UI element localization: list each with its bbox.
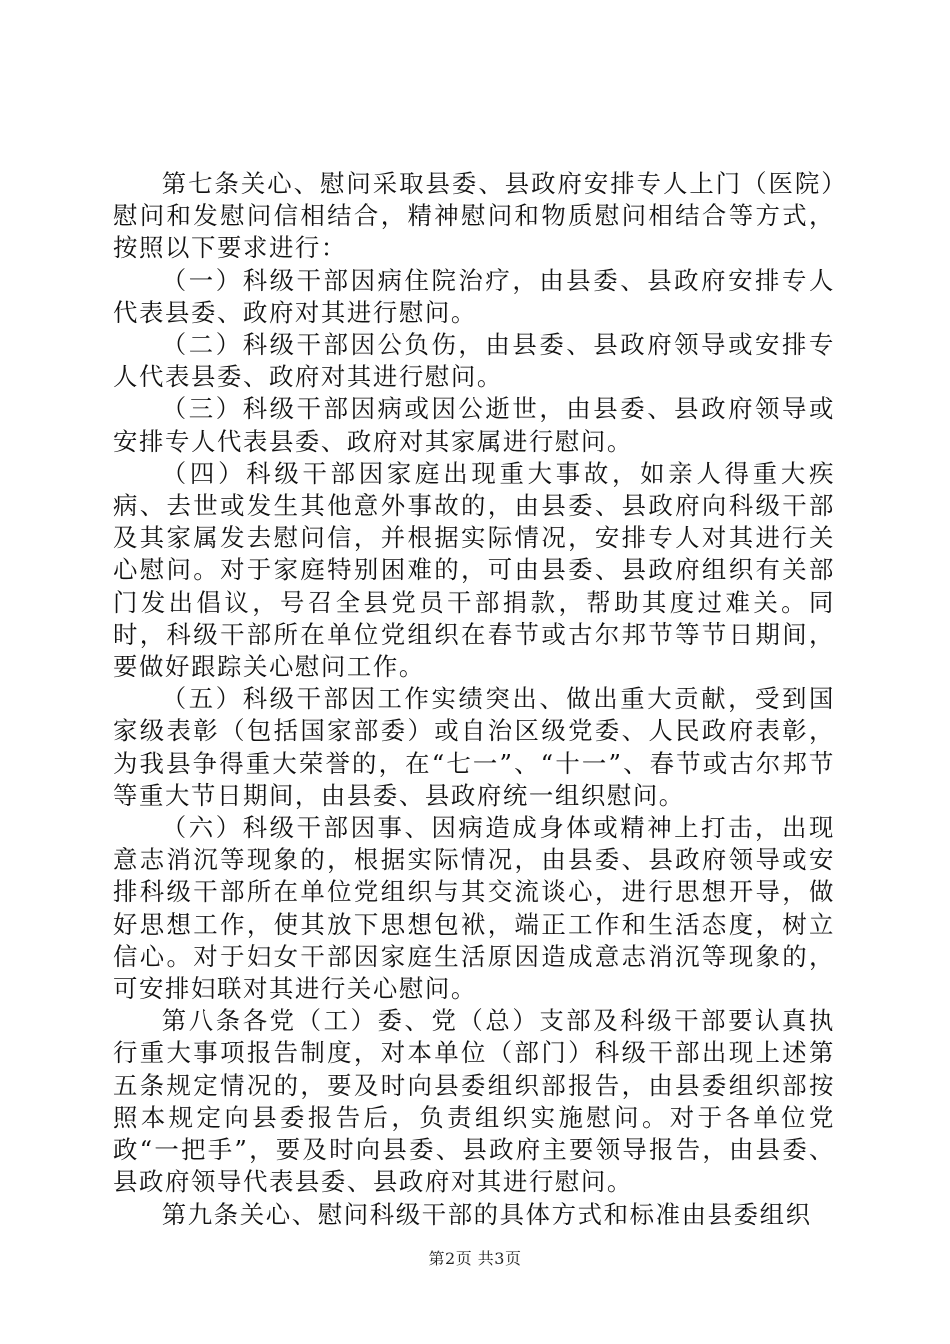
paragraph-article-8: 第八条各党（工）委、党（总）支部及科级干部要认真执行重大事项报告制度，对本单位（部门）科级干部出现上述第五条规定情况的，要及时向县委组织部报告，由县委组织部按照本规定向县委报告后，负责组织实施慰问。对于各单位党政“一把手”，要及时向县委、县政府主要领导报告，由县委、县政府领导代表县委、县政府对其进行慰问。 <box>113 1006 835 1197</box>
paragraph-item-6: （六）科级干部因事、因病造成身体或精神上打击，出现意志消沉等现象的，根据实际情况，由县委、县政府领导或安排科级干部所在单位党组织与其交流谈心，进行思想开导，做好思想工作，使其放下思想包袱，端正工作和生活态度，树立信心。对于妇女干部因家庭生活原因造成意志消沉等现象的，可安排妇联对其进行关心慰问。 <box>113 813 835 1004</box>
paragraph-article-9: 第九条关心、慰问科级干部的具体方式和标准由县委组织 <box>161 1199 812 1229</box>
paragraph-item-5: （五）科级干部因工作实绩突出、做出重大贡献，受到国家级表彰（包括国家部委）或自治区级党委、人民政府表彰，为我县争得重大荣誉的，在“七一”、“十一”、春节或古尔邦节等重大节日期间，由县委、县政府统一组织慰问。 <box>113 684 835 810</box>
page-footer: 第2页 共3页 <box>428 1249 522 1268</box>
paragraph-item-4: （四）科级干部因家庭出现重大事故，如亲人得重大疾病、去世或发生其他意外事故的，由县委、县政府向科级干部及其家属发去慰问信，并根据实际情况，安排专人对其进行关心慰问。对于家庭特别困难的，可由县委、县政府组织有关部门发出倡议，号召全县党员干部捐款，帮助其度过难关。同时，科级干部所在单位党组织在春节或古尔邦节等节日期间，要做好跟踪关心慰问工作。 <box>113 458 835 682</box>
document-body <box>113 168 835 1231</box>
paragraph-article-7: 第七条关心、慰问采取县委、县政府安排专人上门（医院）慰问和发慰问信相结合，精神慰问和物质慰问相结合等方式，按照以下要求进行： <box>113 169 835 263</box>
paragraph-item-1: （一）科级干部因病住院治疗，由县委、县政府安排专人代表县委、政府对其进行慰问。 <box>113 265 835 327</box>
paragraph-item-3: （三）科级干部因病或因公逝世，由县委、县政府领导或安排专人代表县委、政府对其家属进行慰问。 <box>113 394 835 456</box>
paragraph-item-2: （二）科级干部因公负伤，由县委、县政府领导或安排专人代表县委、政府对其进行慰问。 <box>113 330 835 392</box>
